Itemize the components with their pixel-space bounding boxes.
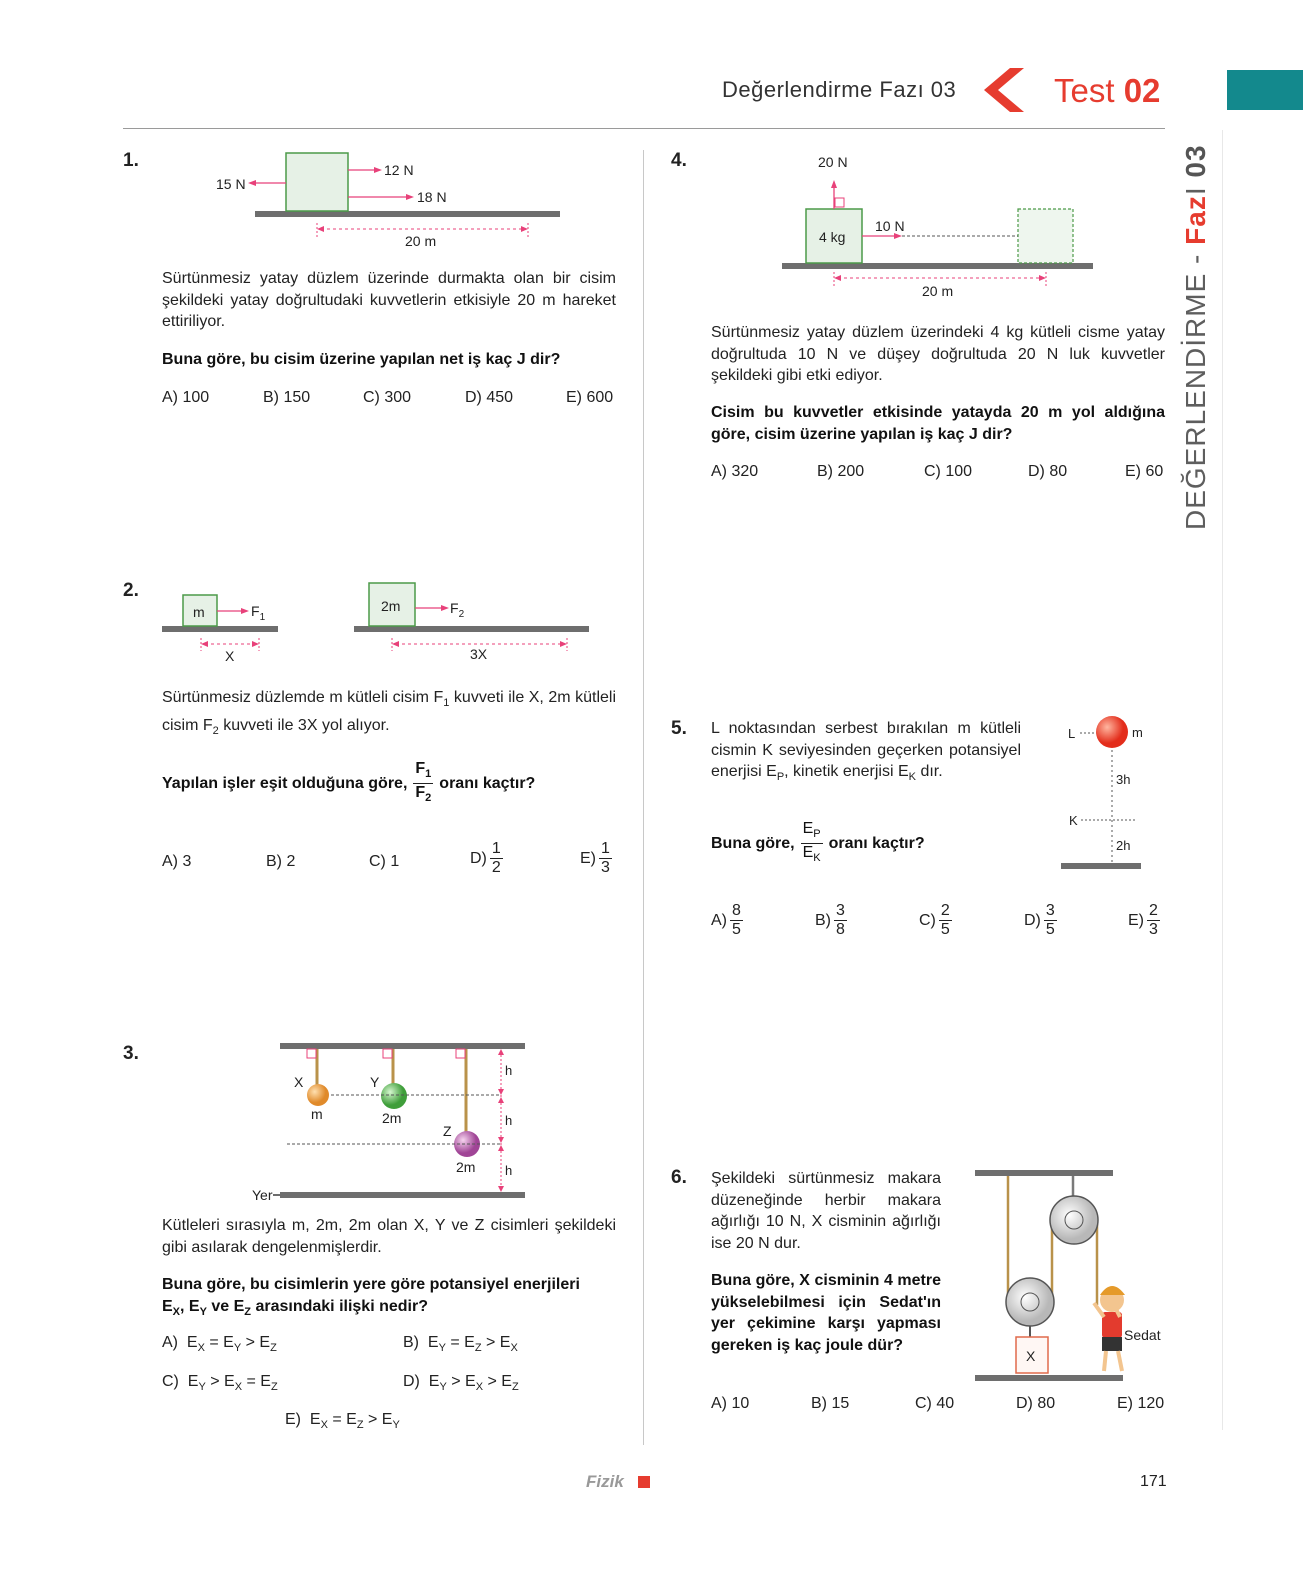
q1-f-left: 15 N (216, 176, 246, 192)
q5-h1: 3h (1116, 772, 1131, 787)
header-tab (1227, 70, 1303, 110)
q4-question: Cisim bu kuvvetler etkisinde yatayda 20 m yol aldığına göre, cisim üzerine yapılan iş kaç J dir? (711, 404, 1165, 443)
q2-d2: 3X (470, 646, 488, 662)
q6-figure (970, 1165, 1170, 1390)
q2-text: Sürtünmesiz düzlemde m kütleli cisim $F_1$ kuvveti ile X, 2m kütleli cisim $F_2$ kuvveti ile 3X yol alıyor. (162, 689, 616, 737)
q5-option-c[interactable]: C) $\frac{2}{5}$ (919, 902, 950, 938)
q3-number: 3. (123, 1043, 139, 1064)
side-suffix: I (1180, 177, 1211, 196)
q1-option-a[interactable]: A) 100 (162, 389, 210, 406)
q5-number: 5. (671, 718, 687, 739)
q2-option-d[interactable]: D) $\frac{1}{2}$ (470, 840, 501, 876)
q3-option-b[interactable]: B) $E_Y = E_Z > E_X$ (403, 1334, 518, 1355)
q3-mx: m (311, 1106, 323, 1122)
q4-option-b[interactable]: B) 200 (817, 463, 865, 480)
q6-option-b[interactable]: B) 15 (811, 1395, 850, 1412)
side-mark: Faz (1180, 195, 1211, 245)
q1-text: Sürtünmesiz yatay düzlem üzerinde durmakta olan bir cisim şekildeki yatay doğrultudaki kuvvetlerin etkisiyle 20 m hareket ettiriliyor. (162, 270, 616, 330)
q1-figure (200, 145, 580, 255)
q4-fv: 20 N (818, 154, 848, 170)
q6-text: Şekildeki sürtünmesiz makara düzeneğinde herbir makara ağırlığı 10 N, X cisminin ağırlığı ise 20 N dur. (711, 1170, 941, 1252)
q2-figure (155, 575, 605, 665)
q6-option-d[interactable]: D) 80 (1016, 1395, 1056, 1412)
q3-y: Y (370, 1074, 380, 1090)
q5-option-a[interactable]: A) $\frac{8}{5}$ (711, 902, 741, 938)
q2-number: 2. (123, 580, 139, 601)
q3-ball-x (307, 1084, 329, 1106)
q1-f-r2: 18 N (417, 189, 447, 205)
q2-f1: $F_1$ (251, 603, 266, 623)
test-number: 02 (1123, 72, 1161, 109)
q5-l: L (1068, 726, 1076, 741)
q3-text: Kütleleri sırasıyla m, 2m, 2m olan X, Y ve Z cisimleri şekildeki gibi asılarak dengelenmişlerdir. (162, 1217, 616, 1256)
q6-boy-figure (1094, 1286, 1125, 1371)
footer-subject: Fizik (586, 1472, 624, 1491)
q2-d1: X (225, 648, 235, 664)
q6-option-a[interactable]: A) 10 (711, 1395, 750, 1412)
q3-mz: 2m (456, 1159, 476, 1175)
side-line (1222, 130, 1223, 1430)
side-title (1180, 144, 1212, 530)
q3-figure (245, 1035, 535, 1210)
q4-fh: 10 N (875, 218, 905, 234)
q3-option-e[interactable]: E) $E_X = E_Z > E_Y$ (285, 1411, 400, 1432)
q5-option-b[interactable]: B) $\frac{3}{8}$ (815, 902, 845, 938)
q6-pulley-top (1050, 1196, 1098, 1244)
q6-number: 6. (671, 1167, 687, 1188)
q1-option-c[interactable]: C) 300 (363, 389, 412, 406)
q3-ball-y (381, 1083, 407, 1109)
q2-f2: $F_2$ (450, 600, 465, 620)
q5-option-d[interactable]: D) $\frac{3}{5}$ (1024, 902, 1055, 938)
q2-option-c[interactable]: C) 1 (369, 853, 400, 870)
footer-square-icon (638, 1476, 650, 1488)
column-divider (643, 150, 644, 1445)
q1-option-d[interactable]: D) 450 (465, 389, 514, 406)
q6-question: Buna göre, X cisminin 4 metre yükselebilmesi için Sedat'ın yer çekimine karşı yapması gereken iş kaç joule dür? (711, 1272, 941, 1354)
q1-ground (255, 211, 560, 217)
q2-question: Yapılan işler eşit olduğuna göre, $\frac{F_1}{F_2}$ oranı kaçtır? (162, 760, 536, 805)
q2-option-e[interactable]: E) $\frac{1}{3}$ (580, 840, 610, 876)
side-num: 03 (1180, 144, 1211, 178)
q3-option-c[interactable]: C) $E_Y > E_X = E_Z$ (162, 1373, 278, 1394)
q6-option-c[interactable]: C) 40 (915, 1395, 955, 1412)
page-number: 171 (1140, 1473, 1167, 1490)
q5-text: L noktasından serbest bırakılan m kütleli cismin K seviyesinden geçerken potansiyel enerjisi $E_P$, kinetik enerjisi $E_K$ dır. (711, 720, 1021, 784)
q5-figure (1055, 710, 1155, 880)
q5-question: Buna göre, $\frac{E_P}{E_K}$ oranı kaçtır? (711, 820, 925, 865)
q6-name: Sedat (1124, 1327, 1161, 1343)
q3-h3: h (505, 1163, 513, 1178)
q3-my: 2m (382, 1110, 402, 1126)
q2-option-b[interactable]: B) 2 (266, 853, 296, 870)
test-prefix: Test (1054, 72, 1124, 109)
q6-pulley-bottom (1006, 1278, 1054, 1326)
q1-option-e[interactable]: E) 600 (566, 389, 614, 406)
q6-option-e[interactable]: E) 120 (1117, 1395, 1165, 1412)
q3-z: Z (443, 1123, 452, 1139)
phase-title: Değerlendirme Fazı 03 (722, 77, 957, 102)
q5-h2: 2h (1116, 838, 1131, 853)
q4-number: 4. (671, 150, 687, 171)
q4-block-ghost (1018, 209, 1073, 263)
q4-option-a[interactable]: A) 320 (711, 463, 759, 480)
q1-number: 1. (123, 150, 139, 171)
q5-m: m (1132, 725, 1143, 740)
q3-x: X (294, 1074, 304, 1090)
q2-m1: m (193, 604, 205, 620)
q5-k: K (1069, 813, 1078, 828)
q1-question: Buna göre, bu cisim üzerine yapılan net iş kaç J dir? (162, 351, 561, 368)
q5-option-e[interactable]: E) $\frac{2}{3}$ (1128, 902, 1158, 938)
q1-dist: 20 m (405, 233, 437, 249)
q3-h2: h (505, 1113, 513, 1128)
q4-mass: 4 kg (819, 229, 846, 245)
q5-ball (1096, 716, 1128, 748)
side-prefix: DEĞERLENDİRME - (1180, 244, 1211, 530)
q3-option-d[interactable]: D) $E_Y > E_X > E_Z$ (403, 1373, 519, 1394)
q1-f-r1: 12 N (384, 162, 414, 178)
q4-figure (775, 150, 1105, 300)
q3-ground: Yer (252, 1187, 273, 1203)
header-rule (123, 128, 1165, 129)
q3-question: Buna göre, bu cisimlerin yere göre potansiyel enerjileri $E_X$, $E_Y$ ve $E_Z$ arasındaki ilişki nedir? (162, 1276, 580, 1318)
q4-option-d[interactable]: D) 80 (1028, 463, 1068, 480)
q1-block (286, 153, 348, 211)
q3-option-a[interactable]: A) $E_X = E_Y > E_Z$ (162, 1334, 277, 1355)
q6-x: X (1026, 1348, 1036, 1364)
q4-dist: 20 m (922, 283, 954, 299)
q4-text: Sürtünmesiz yatay düzlem üzerindeki 4 kg kütleli cisme yatay doğrultuda 10 N ve düşey doğrultuda 20 N luk kuvvetler şekildeki gibi etki ediyor. (711, 324, 1165, 384)
test-label (1054, 72, 1160, 110)
chevron-left-icon (982, 66, 1026, 114)
q1-option-b[interactable]: B) 150 (263, 389, 311, 406)
q4-option-c[interactable]: C) 100 (924, 463, 973, 480)
q4-option-e[interactable]: E) 60 (1125, 463, 1164, 480)
q2-option-a[interactable]: A) 3 (162, 853, 192, 870)
q2-m2: 2m (381, 598, 401, 614)
q3-h1: h (505, 1063, 513, 1078)
